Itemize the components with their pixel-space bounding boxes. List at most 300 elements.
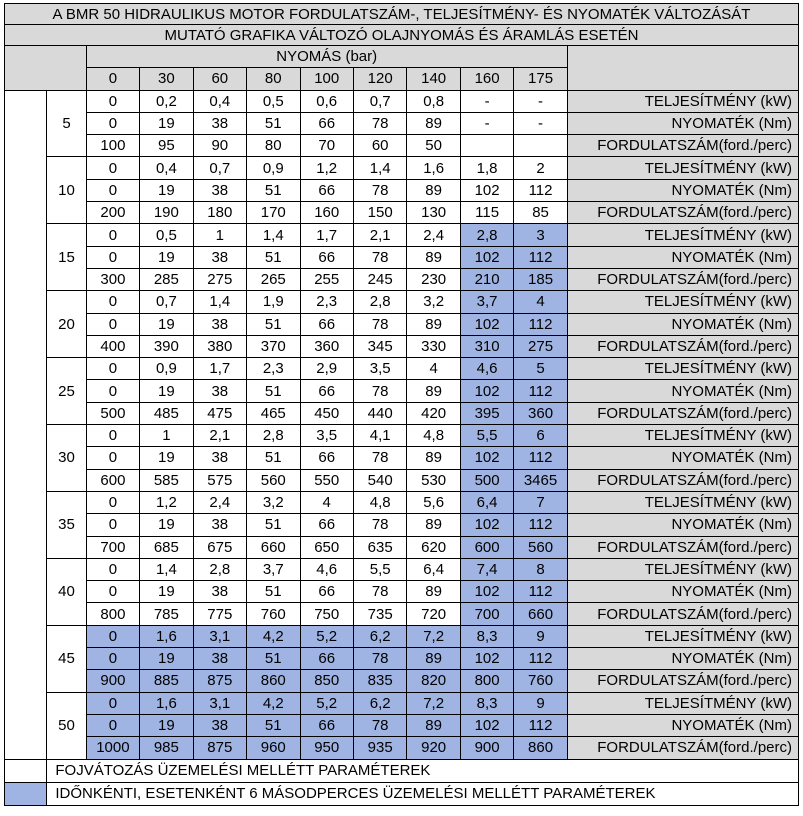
pressure-cell: 160 — [460, 68, 513, 90]
table-row — [5, 291, 799, 313]
row-label: FORDULATSZÁM(ford./perc) — [567, 469, 798, 491]
data-cell: 820 — [407, 670, 460, 692]
table-row — [5, 714, 799, 736]
pressure-cell: 140 — [407, 68, 460, 90]
data-cell: 6 — [514, 425, 567, 447]
row-label: NYOMATÉK (Nm) — [567, 648, 798, 670]
performance-table — [4, 3, 799, 806]
table-row — [5, 603, 799, 625]
data-cell: 38 — [193, 714, 246, 736]
data-cell: 90 — [193, 135, 246, 157]
data-cell: 4,6 — [300, 558, 353, 580]
data-cell: 0 — [86, 648, 139, 670]
data-cell: 310 — [460, 335, 513, 357]
table-row — [5, 157, 799, 179]
data-cell: 675 — [193, 536, 246, 558]
data-cell: 275 — [514, 335, 567, 357]
data-cell: 1 — [193, 224, 246, 246]
data-cell: 255 — [300, 268, 353, 290]
table-row — [5, 380, 799, 402]
data-cell: 1,7 — [193, 358, 246, 380]
data-cell: 2,3 — [300, 291, 353, 313]
data-cell: 600 — [460, 536, 513, 558]
data-cell: 4 — [407, 358, 460, 380]
data-cell: 8,3 — [460, 692, 513, 714]
data-cell: 100 — [86, 135, 139, 157]
data-cell: 5,5 — [460, 425, 513, 447]
data-cell: 760 — [514, 670, 567, 692]
data-cell — [514, 135, 567, 157]
row-label: FORDULATSZÁM(ford./perc) — [567, 737, 798, 759]
data-cell: 50 — [407, 135, 460, 157]
data-cell: 3,1 — [193, 692, 246, 714]
data-cell: 2 — [514, 157, 567, 179]
data-cell: 51 — [247, 581, 300, 603]
data-cell: 66 — [300, 112, 353, 134]
row-label: TELJESÍTMÉNY (kW) — [567, 425, 798, 447]
data-cell: 1,6 — [140, 692, 193, 714]
data-cell: 38 — [193, 581, 246, 603]
data-cell: 66 — [300, 581, 353, 603]
data-cell: 102 — [460, 447, 513, 469]
flow-value-cell: 25 — [47, 358, 86, 425]
data-cell: 390 — [140, 335, 193, 357]
row-label: TELJESÍTMÉNY (kW) — [567, 90, 798, 112]
data-cell: 51 — [247, 648, 300, 670]
legend-intermittent-row — [5, 782, 799, 805]
data-cell: 19 — [140, 380, 193, 402]
data-cell: 4,8 — [353, 491, 406, 513]
data-cell: 89 — [407, 380, 460, 402]
data-cell: 0,7 — [140, 291, 193, 313]
data-cell: 650 — [300, 536, 353, 558]
data-cell: 1000 — [86, 737, 139, 759]
data-cell: 635 — [353, 536, 406, 558]
data-cell: 0 — [86, 313, 139, 335]
data-cell: 112 — [514, 514, 567, 536]
data-cell: 112 — [514, 313, 567, 335]
pressure-cell: 120 — [353, 68, 406, 90]
table-row — [5, 514, 799, 536]
data-cell: 0 — [86, 291, 139, 313]
row-label: FORDULATSZÁM(ford./perc) — [567, 402, 798, 424]
data-cell: 5,2 — [300, 625, 353, 647]
row-label: TELJESÍTMÉNY (kW) — [567, 625, 798, 647]
data-cell: 395 — [460, 402, 513, 424]
data-cell: 775 — [193, 603, 246, 625]
table-row — [5, 402, 799, 424]
data-cell: 19 — [140, 179, 193, 201]
data-cell: 875 — [193, 737, 246, 759]
data-cell: 4 — [514, 291, 567, 313]
data-cell: 3,2 — [247, 491, 300, 513]
row-label: FORDULATSZÁM(ford./perc) — [567, 202, 798, 224]
data-cell: 2,8 — [460, 224, 513, 246]
table-row — [5, 268, 799, 290]
data-cell: 7,2 — [407, 692, 460, 714]
table-row — [5, 581, 799, 603]
row-label: NYOMATÉK (Nm) — [567, 179, 798, 201]
data-cell: 89 — [407, 179, 460, 201]
data-cell: 1 — [140, 425, 193, 447]
row-label: TELJESÍTMÉNY (kW) — [567, 692, 798, 714]
data-cell: 0 — [86, 112, 139, 134]
data-cell: 19 — [140, 581, 193, 603]
data-cell: 112 — [514, 246, 567, 268]
table-row — [5, 246, 799, 268]
data-cell: 900 — [460, 737, 513, 759]
pressure-cell: 175 — [514, 68, 567, 90]
data-cell: 875 — [193, 670, 246, 692]
row-label: NYOMATÉK (Nm) — [567, 714, 798, 736]
data-cell: 5,2 — [300, 692, 353, 714]
data-cell: 3,5 — [300, 425, 353, 447]
data-cell: 450 — [300, 402, 353, 424]
data-cell: 78 — [353, 447, 406, 469]
data-cell: 0 — [86, 514, 139, 536]
data-cell: 78 — [353, 112, 406, 134]
data-cell: 210 — [460, 268, 513, 290]
row-label: FORDULATSZÁM(ford./perc) — [567, 603, 798, 625]
data-cell: 785 — [140, 603, 193, 625]
data-cell: 19 — [140, 447, 193, 469]
flow-value-cell: 10 — [47, 157, 86, 224]
data-cell — [460, 135, 513, 157]
data-cell: 700 — [460, 603, 513, 625]
row-label: FORDULATSZÁM(ford./perc) — [567, 335, 798, 357]
legend-continuous-text: FOJVÁTOZÁS ÜZEMELÉSI MELLÉTT PARAMÉTEREK — [47, 759, 799, 782]
data-cell: 0,7 — [353, 90, 406, 112]
data-cell: 38 — [193, 447, 246, 469]
data-cell: 360 — [514, 402, 567, 424]
data-cell: 0,7 — [193, 157, 246, 179]
data-cell: 200 — [86, 202, 139, 224]
data-cell: 112 — [514, 179, 567, 201]
data-cell: 1,2 — [300, 157, 353, 179]
pressure-header: NYOMÁS (bar) — [86, 46, 567, 68]
data-cell: 112 — [514, 447, 567, 469]
data-cell: 685 — [140, 536, 193, 558]
data-cell: 750 — [300, 603, 353, 625]
data-cell: 89 — [407, 246, 460, 268]
data-cell: 0,2 — [140, 90, 193, 112]
data-cell: 300 — [86, 268, 139, 290]
data-cell: 78 — [353, 246, 406, 268]
data-cell: 950 — [300, 737, 353, 759]
data-cell: 51 — [247, 313, 300, 335]
data-cell: 7 — [514, 491, 567, 513]
data-cell: 6,4 — [407, 558, 460, 580]
data-cell: 66 — [300, 447, 353, 469]
data-cell: 9 — [514, 692, 567, 714]
data-cell: 0 — [86, 157, 139, 179]
row-label: FORDULATSZÁM(ford./perc) — [567, 135, 798, 157]
data-cell: 5 — [514, 358, 567, 380]
data-cell: 0 — [86, 491, 139, 513]
data-cell: 0 — [86, 380, 139, 402]
data-cell: 112 — [514, 581, 567, 603]
table-row — [5, 335, 799, 357]
data-cell: 70 — [300, 135, 353, 157]
data-cell: 89 — [407, 313, 460, 335]
data-cell: 51 — [247, 246, 300, 268]
data-cell: 920 — [407, 737, 460, 759]
data-cell: 0,4 — [140, 157, 193, 179]
legend-continuous-swatch — [5, 759, 47, 782]
data-cell: 112 — [514, 714, 567, 736]
data-cell: 80 — [247, 135, 300, 157]
data-cell: 38 — [193, 514, 246, 536]
data-cell: 800 — [86, 603, 139, 625]
data-cell: 0 — [86, 358, 139, 380]
data-cell: 78 — [353, 648, 406, 670]
data-cell: 3,1 — [193, 625, 246, 647]
data-cell: 0 — [86, 714, 139, 736]
table-row — [5, 670, 799, 692]
data-cell: 150 — [353, 202, 406, 224]
flow-value-cell: 40 — [47, 558, 86, 625]
row-label: TELJESÍTMÉNY (kW) — [567, 558, 798, 580]
row-label: FORDULATSZÁM(ford./perc) — [567, 536, 798, 558]
data-cell: 935 — [353, 737, 406, 759]
data-cell: 85 — [514, 202, 567, 224]
data-cell: - — [514, 90, 567, 112]
table-row — [5, 425, 799, 447]
data-cell: 170 — [247, 202, 300, 224]
data-cell: 66 — [300, 714, 353, 736]
data-cell: 115 — [460, 202, 513, 224]
data-cell: 102 — [460, 313, 513, 335]
data-cell: 1,6 — [407, 157, 460, 179]
data-cell: 66 — [300, 313, 353, 335]
table-row — [5, 648, 799, 670]
data-cell: 38 — [193, 380, 246, 402]
data-cell: 285 — [140, 268, 193, 290]
data-cell: 3 — [514, 224, 567, 246]
data-cell: 51 — [247, 112, 300, 134]
data-cell: 51 — [247, 447, 300, 469]
data-cell: 5,6 — [407, 491, 460, 513]
data-cell: 4,2 — [247, 625, 300, 647]
data-cell: 8 — [514, 558, 567, 580]
table-row — [5, 536, 799, 558]
data-cell: 0 — [86, 692, 139, 714]
row-label: NYOMATÉK (Nm) — [567, 514, 798, 536]
legend-intermittent-text: IDŐNKÉNTI, ESETENKÉNT 6 MÁSODPERCES ÜZEMELÉSI MELLÉTT PARAMÉTEREK — [47, 782, 799, 805]
pressure-cell: 80 — [247, 68, 300, 90]
flow-axis-label — [5, 90, 47, 759]
data-cell: 102 — [460, 246, 513, 268]
data-cell: 38 — [193, 179, 246, 201]
flow-value-cell: 45 — [47, 625, 86, 692]
data-cell: 2,8 — [247, 425, 300, 447]
data-cell: 7,2 — [407, 625, 460, 647]
data-cell: 95 — [140, 135, 193, 157]
data-cell: 0,9 — [247, 157, 300, 179]
row-label: TELJESÍTMÉNY (kW) — [567, 491, 798, 513]
data-cell: 112 — [514, 380, 567, 402]
data-cell: 38 — [193, 313, 246, 335]
data-cell: 800 — [460, 670, 513, 692]
data-cell: 4,1 — [353, 425, 406, 447]
data-cell: 112 — [514, 648, 567, 670]
flow-value-cell: 5 — [47, 90, 86, 157]
data-cell: 1,4 — [353, 157, 406, 179]
data-cell: 51 — [247, 179, 300, 201]
data-cell: 51 — [247, 514, 300, 536]
data-cell: 420 — [407, 402, 460, 424]
data-cell: 78 — [353, 514, 406, 536]
data-cell: 5,5 — [353, 558, 406, 580]
data-cell: 1,7 — [300, 224, 353, 246]
data-cell: 0,5 — [247, 90, 300, 112]
data-cell: 2,4 — [407, 224, 460, 246]
data-cell: 0 — [86, 558, 139, 580]
data-cell: 2,1 — [193, 425, 246, 447]
data-cell: 19 — [140, 313, 193, 335]
data-cell: 985 — [140, 737, 193, 759]
data-cell: 0 — [86, 625, 139, 647]
data-cell: 4 — [300, 491, 353, 513]
data-cell: 1,4 — [193, 291, 246, 313]
data-cell: 760 — [247, 603, 300, 625]
data-cell: 2,9 — [300, 358, 353, 380]
data-cell: 78 — [353, 714, 406, 736]
data-cell: 38 — [193, 648, 246, 670]
data-cell: 3,5 — [353, 358, 406, 380]
pressure-cell: 100 — [300, 68, 353, 90]
data-cell: 7,4 — [460, 558, 513, 580]
table-row — [5, 112, 799, 134]
data-cell: 540 — [353, 469, 406, 491]
data-cell: 2,1 — [353, 224, 406, 246]
table-row — [5, 625, 799, 647]
data-cell: 66 — [300, 514, 353, 536]
table-row — [5, 692, 799, 714]
data-cell: 3,7 — [460, 291, 513, 313]
data-cell: 89 — [407, 514, 460, 536]
data-cell: 89 — [407, 447, 460, 469]
data-cell: 3,2 — [407, 291, 460, 313]
data-cell: 900 — [86, 670, 139, 692]
data-cell: 0 — [86, 224, 139, 246]
data-cell: 6,4 — [460, 491, 513, 513]
data-cell: 230 — [407, 268, 460, 290]
data-cell: 530 — [407, 469, 460, 491]
data-cell: 2,8 — [353, 291, 406, 313]
data-cell: 550 — [300, 469, 353, 491]
data-cell: 0 — [86, 447, 139, 469]
data-cell: 885 — [140, 670, 193, 692]
row-label: FORDULATSZÁM(ford./perc) — [567, 268, 798, 290]
data-cell: 560 — [514, 536, 567, 558]
data-cell: 380 — [193, 335, 246, 357]
data-cell: 66 — [300, 179, 353, 201]
data-cell: 102 — [460, 648, 513, 670]
flow-value-cell: 35 — [47, 491, 86, 558]
row-label: TELJESÍTMÉNY (kW) — [567, 224, 798, 246]
data-cell: 89 — [407, 714, 460, 736]
table-row — [5, 135, 799, 157]
data-cell: 0,6 — [300, 90, 353, 112]
data-cell: 66 — [300, 246, 353, 268]
row-label: NYOMATÉK (Nm) — [567, 581, 798, 603]
data-cell: 9 — [514, 625, 567, 647]
data-cell: 400 — [86, 335, 139, 357]
row-label: NYOMATÉK (Nm) — [567, 313, 798, 335]
data-cell: 102 — [460, 179, 513, 201]
data-cell: 78 — [353, 581, 406, 603]
row-label: NYOMATÉK (Nm) — [567, 112, 798, 134]
data-cell: 66 — [300, 380, 353, 402]
data-cell: 130 — [407, 202, 460, 224]
data-cell: 440 — [353, 402, 406, 424]
data-cell: 500 — [460, 469, 513, 491]
data-cell: - — [460, 112, 513, 134]
data-cell: 102 — [460, 714, 513, 736]
table-row — [5, 469, 799, 491]
data-cell: 0 — [86, 179, 139, 201]
data-cell: 160 — [300, 202, 353, 224]
data-cell: 370 — [247, 335, 300, 357]
data-cell: 360 — [300, 335, 353, 357]
data-cell: 19 — [140, 514, 193, 536]
data-cell: 1,4 — [140, 558, 193, 580]
table-row — [5, 358, 799, 380]
data-cell: 60 — [353, 135, 406, 157]
row-label: TELJESÍTMÉNY (kW) — [567, 157, 798, 179]
data-cell: 38 — [193, 246, 246, 268]
data-cell: 660 — [514, 603, 567, 625]
data-cell: 4,2 — [247, 692, 300, 714]
data-cell: 89 — [407, 648, 460, 670]
data-cell: 102 — [460, 380, 513, 402]
data-cell: 1,4 — [247, 224, 300, 246]
label-header — [567, 46, 798, 91]
table-row — [5, 224, 799, 246]
table-row — [5, 558, 799, 580]
data-cell: 0,8 — [407, 90, 460, 112]
performance-table-wrapper — [4, 3, 799, 806]
data-cell: 1,8 — [460, 157, 513, 179]
pressure-cell: 30 — [140, 68, 193, 90]
data-cell: 19 — [140, 714, 193, 736]
data-cell: 2,4 — [193, 491, 246, 513]
row-label: NYOMATÉK (Nm) — [567, 380, 798, 402]
legend-intermittent-swatch — [5, 782, 47, 805]
data-cell: 4,6 — [460, 358, 513, 380]
data-cell: 102 — [460, 581, 513, 603]
pressure-cell: 0 — [86, 68, 139, 90]
data-cell: 245 — [353, 268, 406, 290]
data-cell: 850 — [300, 670, 353, 692]
data-cell: 19 — [140, 246, 193, 268]
data-cell: 560 — [247, 469, 300, 491]
data-cell: 102 — [460, 514, 513, 536]
data-cell: 78 — [353, 380, 406, 402]
data-cell: 960 — [247, 737, 300, 759]
data-cell: 345 — [353, 335, 406, 357]
data-cell: 1,9 — [247, 291, 300, 313]
data-cell: 720 — [407, 603, 460, 625]
header-corner — [5, 46, 87, 91]
data-cell: 465 — [247, 402, 300, 424]
flow-value-cell: 15 — [47, 224, 86, 291]
row-label: TELJESÍTMÉNY (kW) — [567, 358, 798, 380]
data-cell: 700 — [86, 536, 139, 558]
data-cell: 78 — [353, 313, 406, 335]
data-cell: 0 — [86, 246, 139, 268]
